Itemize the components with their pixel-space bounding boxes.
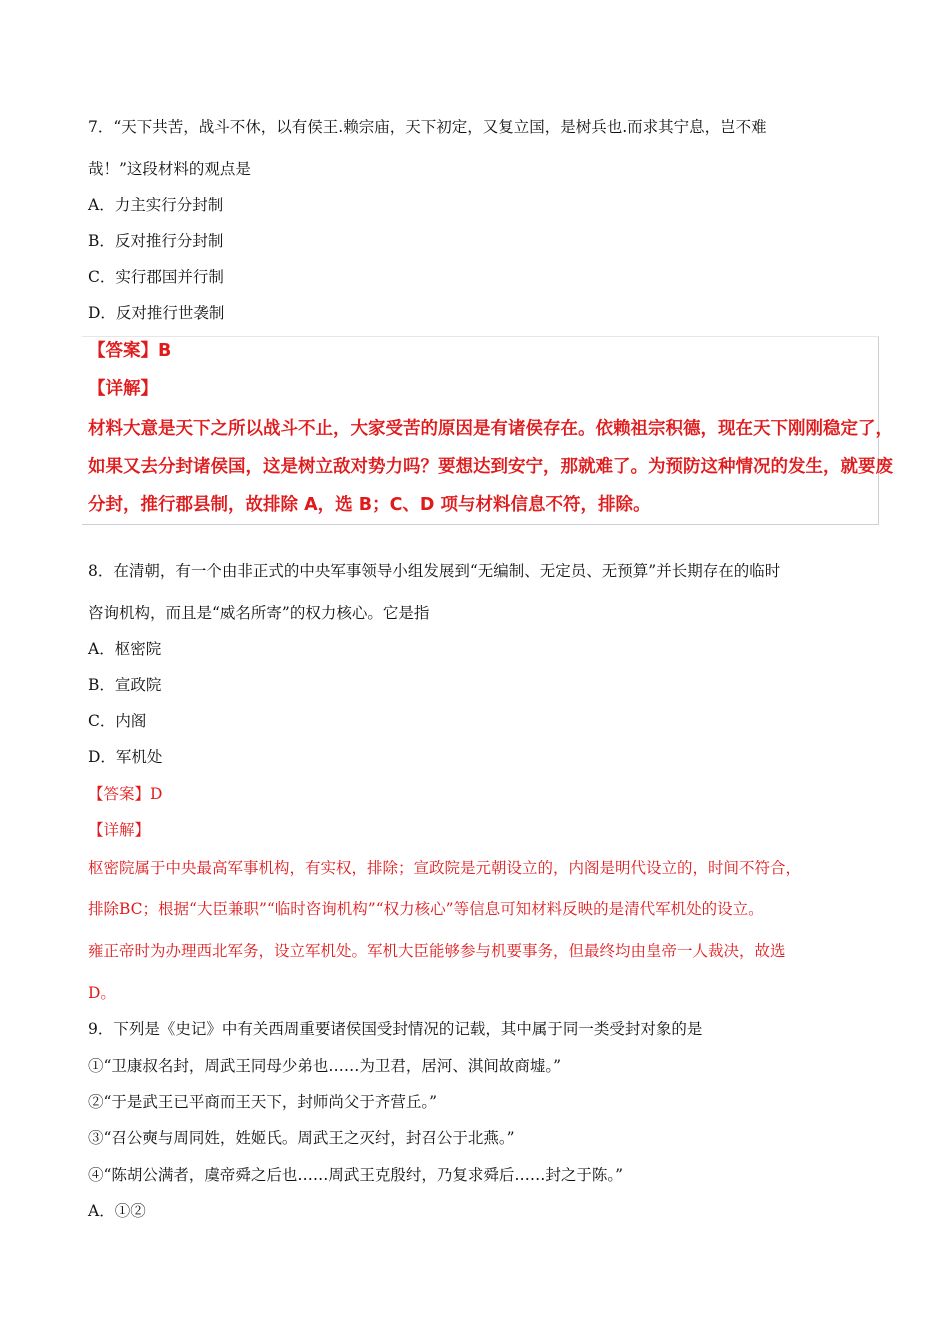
q7-option-a: A．力主实行分封制 xyxy=(88,196,224,214)
q7-option-c: C．实行郡国并行制 xyxy=(88,268,224,286)
q7-option-d: D．反对推行世袭制 xyxy=(88,304,225,322)
q7-answer: 【答案】B xyxy=(88,341,172,361)
q9-option-a: A．①② xyxy=(88,1202,146,1220)
q8-detail-line-3: 雍正帝时为办理西北军务，设立军机处。军机大臣能够参与机要事务，但最终均由皇帝一人裁决，故选 xyxy=(88,942,786,960)
q8-option-d: D．军机处 xyxy=(88,748,163,766)
q8-detail-line-4: D。 xyxy=(88,984,116,1002)
q8-detail-line-2: 排除BC；根据“大臣兼职”“临时咨询机构”“权力核心”等信息可知材料反映的是清代军机处的设立。 xyxy=(88,900,764,918)
q9-item-2: ②“于是武王已平商而王天下，封师尚父于齐营丘。” xyxy=(88,1093,438,1111)
q8-option-a: A．枢密院 xyxy=(88,640,162,658)
q8-stem-line-1: 8．在清朝，有一个由非正式的中央军事领导小组发展到“无编制、无定员、无预算”并长期存在的临时 xyxy=(88,562,781,580)
q9-item-3: ③“召公奭与周同姓，姓姬氏。周武王之灭纣，封召公于北燕。” xyxy=(88,1129,515,1147)
q8-answer: 【答案】D xyxy=(88,785,163,803)
q9-item-1: ①“卫康叔名封，周武王同母少弟也……为卫君，居河、淇间故商墟。” xyxy=(88,1057,562,1075)
q7-stem-line-1: 7．“天下共苦，战斗不休，以有侯王.赖宗庙，天下初定，又复立国，是树兵也.而求其宁息，岂不难 xyxy=(88,118,767,136)
q9-item-4: ④“陈胡公满者，虞帝舜之后也……周武王克殷纣，乃复求舜后……封之于陈。” xyxy=(88,1166,624,1184)
q7-option-b: B．反对推行分封制 xyxy=(88,232,224,250)
q8-detail-title: 【详解】 xyxy=(88,821,151,839)
q8-detail-line-1: 枢密院属于中央最高军事机构，有实权，排除；宣政院是元朝设立的，内阁是明代设立的，时间不符合， xyxy=(88,859,802,877)
q7-detail-line-1: 材料大意是天下之所以战斗不止，大家受苦的原因是有诸侯存在。依赖祖宗积德，现在天下刚刚稳定了， xyxy=(88,419,893,439)
q8-stem-line-2: 咨询机构，而且是“威名所寄”的权力核心。它是指 xyxy=(88,604,430,622)
q7-stem-line-2: 哉！”这段材料的观点是 xyxy=(88,160,251,178)
q8-option-b: B．宣政院 xyxy=(88,676,162,694)
q9-stem: 9．下列是《史记》中有关西周重要诸侯国受封情况的记载，其中属于同一类受封对象的是 xyxy=(88,1020,703,1038)
q8-option-c: C．内阁 xyxy=(88,712,147,730)
q7-detail-line-3: 分封，推行郡县制，故排除 A，选 B；C、D 项与材料信息不符，排除。 xyxy=(88,495,651,515)
q7-detail-line-2: 如果又去分封诸侯国，这是树立敌对势力吗？要想达到安宁，那就难了。为预防这种情况的发生，就要废 xyxy=(88,457,893,477)
q7-detail-title: 【详解】 xyxy=(88,379,158,399)
